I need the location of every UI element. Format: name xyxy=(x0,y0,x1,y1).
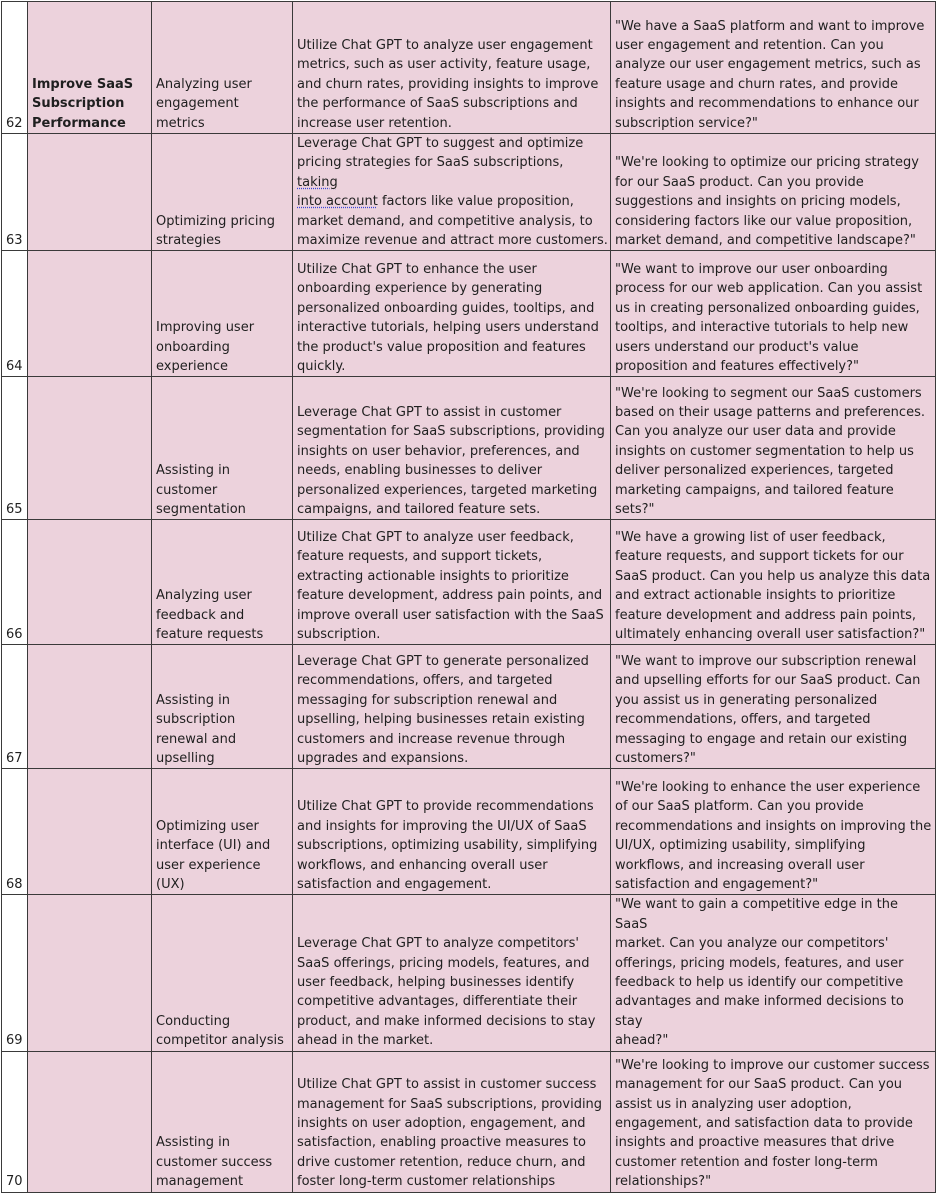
description-cell[interactable]: Leverage Chat GPT to assist in customer segmentation for SaaS subscriptions, providing insights on user behavior, preferences, and needs, enabling businesses to deliver personalized experiences, targeted marketing campaigns, and tailored feature sets. xyxy=(293,377,611,520)
table-row xyxy=(2,1051,936,1192)
use-case-cell[interactable]: Analyzing user engagement metrics xyxy=(152,2,293,134)
description-text: Leverage Chat GPT to suggest and optimize pricing strategies for SaaS subscriptions, xyxy=(297,136,584,171)
prompt-cell[interactable]: "We're looking to enhance the user experience of our SaaS platform. Can you provide recommendations and insights on improving the UI/UX, optimizing usability, simplifying workflows, and increasing overall user satisfaction and engagement?" xyxy=(611,769,936,895)
row-number[interactable]: 64 xyxy=(2,251,28,377)
category-cell[interactable] xyxy=(28,377,152,520)
use-case-cell[interactable]: Analyzing user feedback and feature requests xyxy=(152,520,293,645)
prompt-cell[interactable]: "We have a growing list of user feedback, feature requests, and support tickets for our SaaS product. Can you help us analyze this data and extract actionable insights to prioritize feature development and address pain points, ultimately enhancing overall user satisfaction?" xyxy=(611,520,936,645)
prompt-cell[interactable]: "We want to improve our user onboarding process for our web application. Can you assist us in creating personalized onboarding guides, tooltips, and interactive tutorials to help new users understand our product's value proposition and features effectively?" xyxy=(611,251,936,377)
category-cell[interactable] xyxy=(28,520,152,645)
use-case-cell[interactable]: Conducting competitor analysis xyxy=(152,895,293,1051)
row-number[interactable]: 69 xyxy=(2,895,28,1051)
table-row xyxy=(2,645,936,769)
use-case-cell[interactable]: Improving user onboarding experience xyxy=(152,251,293,377)
use-case-cell[interactable]: Assisting in customer success management xyxy=(152,1051,293,1192)
table-row xyxy=(2,520,936,645)
description-cell[interactable]: Utilize Chat GPT to enhance the user onboarding experience by generating personalized onboarding guides, tooltips, and interactive tutorials, helping users understand the product's value proposition and features quickly. xyxy=(293,251,611,377)
description-text: factors like value proposition, market demand, and competitive analysis, to maximize revenue and attract more customers. xyxy=(297,194,608,249)
row-number[interactable]: 62 xyxy=(2,2,28,134)
table-row xyxy=(2,251,936,377)
table-row xyxy=(2,2,936,134)
prompt-cell[interactable]: "We're looking to optimize our pricing strategy for our SaaS product. Can you provide suggestions and insights on pricing models, considering factors like our value proposition, market demand, and competitive landscape?" xyxy=(611,134,936,251)
prompt-cell[interactable]: "We want to improve our subscription renewal and upselling efforts for our SaaS product. Can you assist us in generating personalized recommendations, offers, and targeted messaging to engage and retain our existing customers?" xyxy=(611,645,936,769)
description-cell[interactable]: Utilize Chat GPT to provide recommendations and insights for improving the UI/UX of SaaS subscriptions, optimizing usability, simplifying workflows, and enhancing overall user satisfaction and engagement. xyxy=(293,769,611,895)
category-cell[interactable] xyxy=(28,645,152,769)
category-cell[interactable] xyxy=(28,769,152,895)
category-cell[interactable] xyxy=(28,251,152,377)
category-cell[interactable]: Improve SaaS Subscription Performance xyxy=(28,2,152,134)
table-row xyxy=(2,377,936,520)
row-number[interactable]: 67 xyxy=(2,645,28,769)
table-row xyxy=(2,895,936,1051)
prompt-cell[interactable]: "We're looking to segment our SaaS customers based on their usage patterns and preferences. Can you analyze our user data and provide insights on customer segmentation to help us deliver personalized experiences, targeted marketing campaigns, and tailored feature sets?" xyxy=(611,377,936,520)
description-cell[interactable]: Utilize Chat GPT to analyze user engagement metrics, such as user activity, feature usage, and churn rates, providing insights to improve the performance of SaaS subscriptions and increase user retention. xyxy=(293,2,611,134)
use-case-cell[interactable]: Optimizing user interface (UI) and user experience (UX) xyxy=(152,769,293,895)
description-cell[interactable]: Leverage Chat GPT to analyze competitors' SaaS offerings, pricing models, features, and user feedback, helping businesses identify competitive advantages, differentiate their product, and make informed decisions to stay ahead in the market. xyxy=(293,895,611,1051)
category-cell[interactable] xyxy=(28,134,152,251)
row-number[interactable]: 65 xyxy=(2,377,28,520)
description-cell[interactable] xyxy=(293,134,611,251)
prompt-cell[interactable]: "We're looking to improve our customer success management for our SaaS product. Can you assist us in analyzing user adoption, engagement, and satisfaction data to provide insights and proactive measures that drive customer retention and foster long-term relationships?" xyxy=(611,1051,936,1192)
prompt-cell[interactable]: "We have a SaaS platform and want to improve user engagement and retention. Can you analyze our user engagement metrics, such as feature usage and churn rates, and provide insights and recommendations to enhance our subscription service?" xyxy=(611,2,936,134)
use-case-cell[interactable]: Optimizing pricing strategies xyxy=(152,134,293,251)
row-number[interactable]: 63 xyxy=(2,134,28,251)
use-case-cell[interactable]: Assisting in customer segmentation xyxy=(152,377,293,520)
category-cell[interactable] xyxy=(28,1051,152,1192)
description-cell[interactable]: Utilize Chat GPT to assist in customer success management for SaaS subscriptions, providing insights on user adoption, engagement, and satisfaction, enabling proactive measures to drive customer retention, reduce churn, and foster long-term customer relationships xyxy=(293,1051,611,1192)
description-cell[interactable]: Utilize Chat GPT to analyze user feedback, feature requests, and support tickets, extracting actionable insights to prioritize feature development, address pain points, and improve overall user satisfaction with the SaaS subscription. xyxy=(293,520,611,645)
spelling-flagged-text: taking into account xyxy=(297,174,378,210)
category-cell[interactable] xyxy=(28,895,152,1051)
prompt-cell[interactable]: "We want to gain a competitive edge in the SaaS market. Can you analyze our competitors' offerings, pricing models, features, and user feedback to help us identify our competitive advantages and make informed decisions to stay ahead?" xyxy=(611,895,936,1051)
row-number[interactable]: 66 xyxy=(2,520,28,645)
row-number[interactable]: 68 xyxy=(2,769,28,895)
use-case-cell[interactable]: Assisting in subscription renewal and upselling xyxy=(152,645,293,769)
spreadsheet-table xyxy=(1,1,936,1193)
description-cell[interactable]: Leverage Chat GPT to generate personalized recommendations, offers, and targeted messaging for subscription renewal and upselling, helping businesses retain existing customers and increase revenue through upgrades and expansions. xyxy=(293,645,611,769)
table-row xyxy=(2,769,936,895)
row-number[interactable]: 70 xyxy=(2,1051,28,1192)
table-row xyxy=(2,134,936,251)
